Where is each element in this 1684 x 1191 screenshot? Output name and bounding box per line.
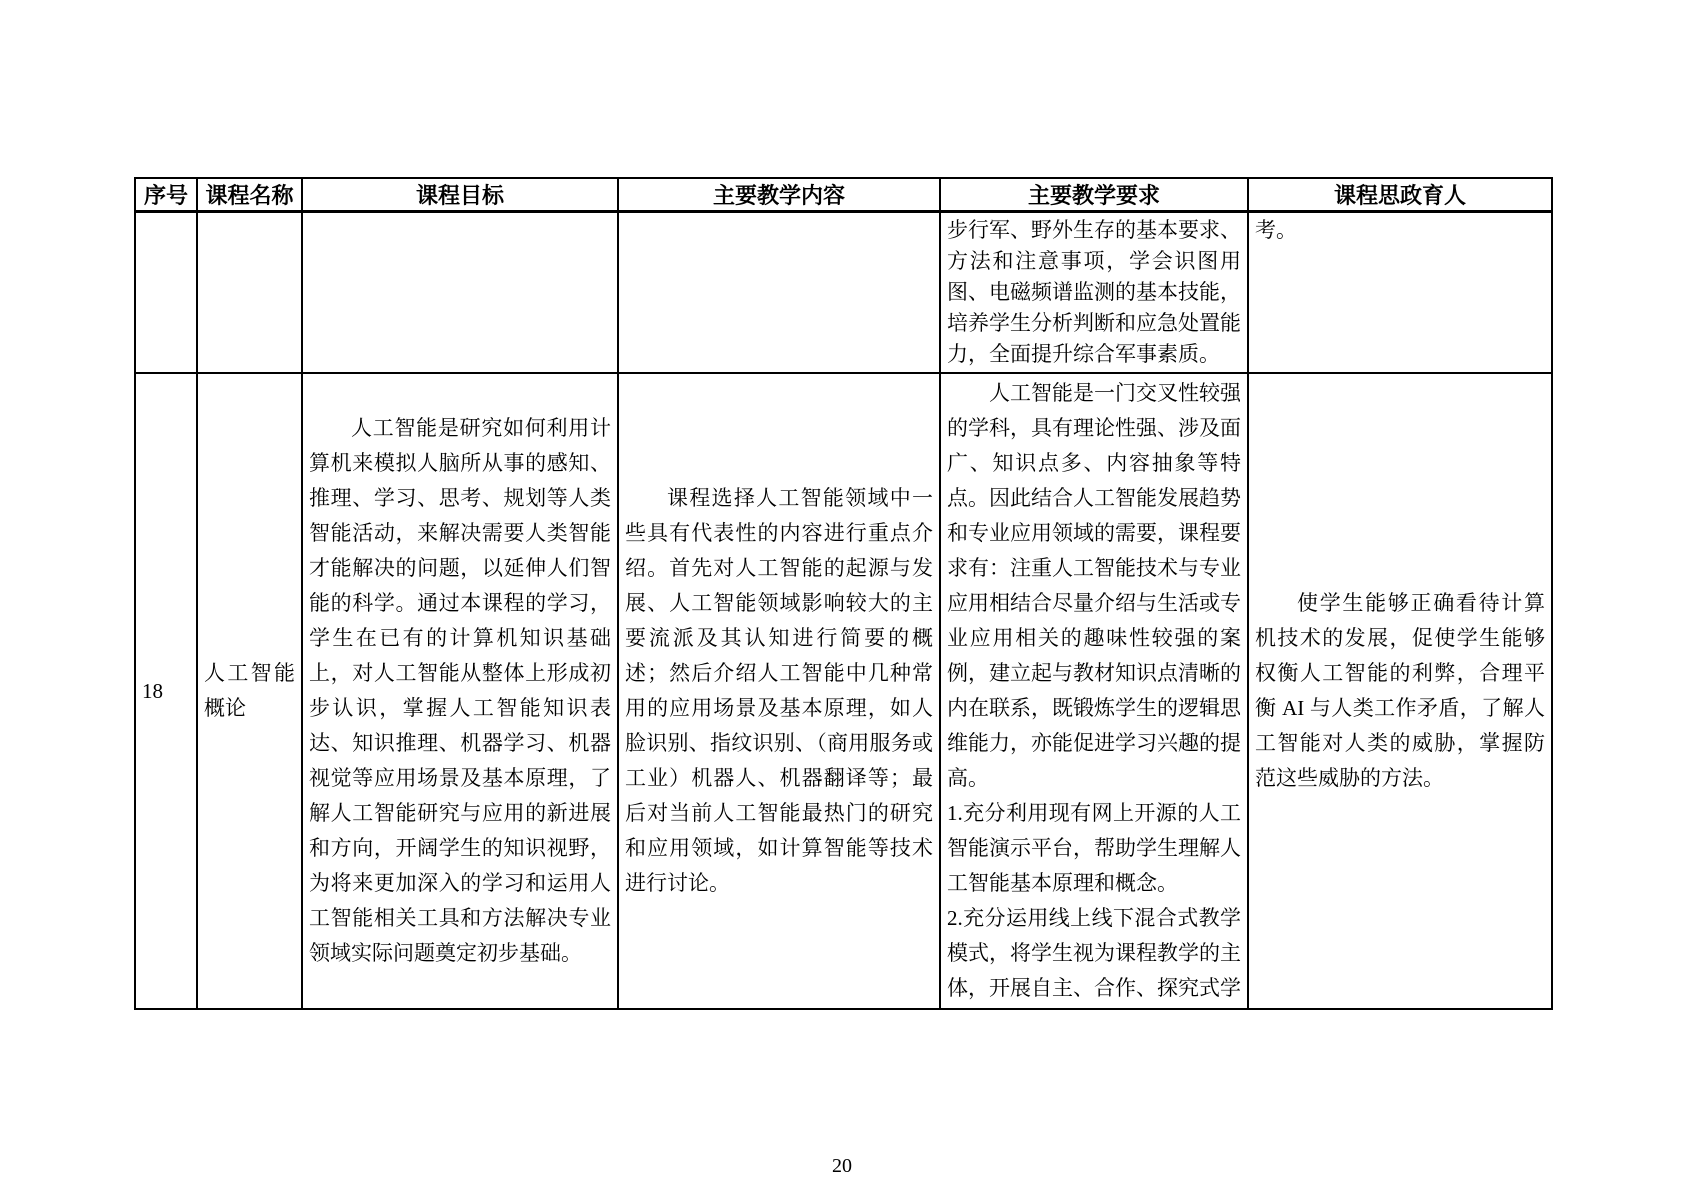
header-course-name: 课程名称	[197, 178, 302, 212]
header-teaching-requirement: 主要教学要求	[940, 178, 1248, 212]
header-teaching-content: 主要教学内容	[618, 178, 940, 212]
ideology-paragraph: 考。	[1255, 218, 1297, 242]
requirement-intro-paragraph: 人工智能是一门交叉性较强的学科，具有理论性强、涉及面广、知识点多、内容抽象等特点。因此结合人工智能发展趋势和专业应用领域的需要，课程要求有：注重人工智能技术与专业应用相结合尽量介绍与生活或专业应用相关的趣味性较强的案例，建立起与教材知识点清晰的内在联系，既锻炼学生的逻辑思维能力，亦能促进学习兴趣的提高。	[947, 381, 1241, 790]
continuation-row	[135, 212, 1552, 374]
goal-cell	[302, 373, 618, 1009]
seq-cell: 18	[135, 373, 197, 1009]
course-name-cell	[197, 212, 302, 374]
content-paragraph: 课程选择人工智能领域中一些具有代表性的内容进行重点介绍。首先对人工智能的起源与发展、人工智能领域影响较大的主要流派及其认知进行简要的概述；然后介绍人工智能中几种常用的应用场景及基本原理，如人脸识别、指纹识别、（商用服务或工业）机器人、机器翻译等；最后对当前人工智能最热门的研究和应用领域，如计算智能等技术进行讨论。	[625, 486, 933, 895]
content-cell	[618, 373, 940, 1009]
goal-cellbox	[309, 411, 611, 971]
requirement-cellbox	[947, 376, 1241, 1006]
course-table	[134, 177, 1553, 1010]
header-course-goal: 课程目标	[302, 178, 618, 212]
header-ideology: 课程思政育人	[1248, 178, 1552, 212]
ideology-paragraph: 使学生能够正确看待计算机技术的发展，促使学生能够权衡人工智能的利弊，合理平衡 AI 与人类工作矛盾，了解人工智能对人类的威胁，掌握防范这些威胁的方法。	[1255, 591, 1545, 790]
header-seq: 序号	[135, 178, 197, 212]
course-name-cell: 人工智能概论	[197, 373, 302, 1009]
ideology-cell	[1248, 212, 1552, 374]
ideology-cell	[1248, 373, 1552, 1009]
seq-cell	[135, 212, 197, 374]
requirement-cell	[940, 373, 1248, 1009]
content-cellbox	[625, 481, 933, 901]
page-number: 20	[832, 1155, 852, 1177]
goal-cell	[302, 212, 618, 374]
requirement-item-2: 2.充分运用线上线下混合式教学模式，将学生视为课程教学的主体，开展自主、合作、探究式学	[947, 906, 1241, 1000]
course-row-18	[135, 373, 1552, 1009]
requirement-cell	[940, 212, 1248, 374]
requirement-paragraph: 步行军、野外生存的基本要求、方法和注意事项，学会识图用图、电磁频谱监测的基本技能，培养学生分析判断和应急处置能力，全面提升综合军事素质。	[947, 218, 1241, 366]
requirement-item-1: 1.充分利用现有网上开源的人工智能演示平台，帮助学生理解人工智能基本原理和概念。	[947, 801, 1241, 895]
ideology-cellbox	[1255, 586, 1545, 796]
header-row	[135, 178, 1552, 212]
content-cell	[618, 212, 940, 374]
goal-paragraph: 人工智能是研究如何利用计算机来模拟人脑所从事的感知、推理、学习、思考、规划等人类智能活动，来解决需要人类智能才能解决的问题，以延伸人们智能的科学。通过本课程的学习，学生在已有的计算机知识基础上，对人工智能从整体上形成初步认识，掌握人工智能知识表达、知识推理、机器学习、机器视觉等应用场景及基本原理，了解人工智能研究与应用的新进展和方向，开阔学生的知识视野，为将来更加深入的学习和运用人工智能相关工具和方法解决专业领域实际问题奠定初步基础。	[309, 416, 611, 965]
